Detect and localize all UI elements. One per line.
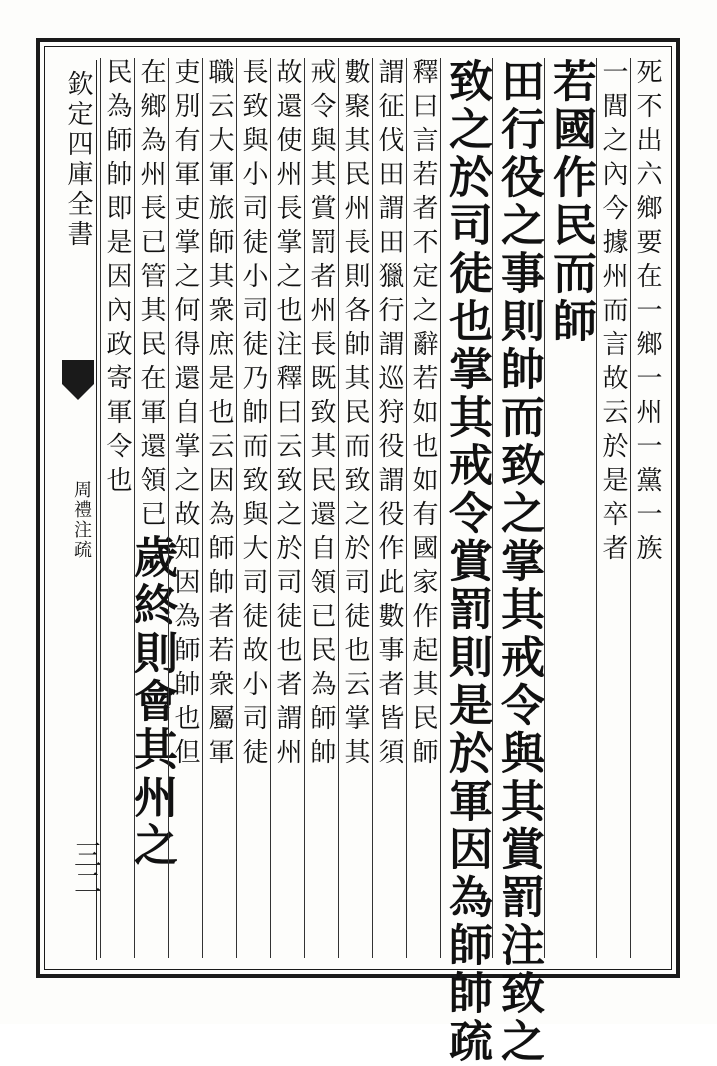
text-columns	[102, 58, 664, 1066]
text-column-12: 職云大軍旅師其衆庶是也云因為師帥者若衆屬軍	[202, 58, 236, 958]
commentary-segment: 在鄉為州長已管其民在軍還領已	[136, 58, 166, 534]
text-column-2: 一閭之內今據州而言故云於是卒者	[596, 58, 630, 958]
main-text-segment: 歲終則會其州之	[126, 534, 177, 870]
text-column-15: 民為師帥即是因內政寄軍令也	[100, 58, 134, 958]
text-column-4: 田行役之事則帥而致之掌其戒令與其賞罰注致之	[493, 58, 544, 1066]
text-column-7: 謂征伐田謂田獵行謂巡狩役謂役作此數事者皆須	[372, 58, 406, 958]
book-title: 欽定四庫全書	[63, 70, 93, 250]
text-column-3	[544, 58, 596, 958]
book-subtitle: 周禮注疏	[71, 480, 92, 560]
main-text-segment: 若國作民而師	[545, 58, 596, 346]
text-column-13: 吏別有軍吏掌之何得還自掌之故知因為師帥也但	[168, 58, 202, 958]
text-column-6: 釋曰言若者不定之辭若如也如有國家作起其民師	[406, 58, 440, 958]
text-column-8: 數聚其民州長則各帥其民而致之於司徒也云掌其	[338, 58, 372, 958]
text-column-14	[126, 58, 177, 958]
text-column-10: 故還使州長掌之也注釋曰云致之於司徒也者謂州	[270, 58, 304, 958]
book-spine-margin	[60, 60, 103, 960]
fish-tail-mark-icon	[62, 360, 94, 400]
text-column-5: 致之於司徒也掌其戒令賞罰則是於軍因為師帥疏	[441, 58, 492, 1066]
text-column-11: 長致與小司徒小司徒乃帥而致與大司徒故小司徒	[236, 58, 270, 958]
text-column-1: 死不出六鄉要在一鄉一州一黨一族	[630, 58, 664, 958]
page-number: 三二	[70, 840, 103, 896]
text-column-9: 戒令與其賞罰者州長既致其民還自領已民為師帥	[304, 58, 338, 958]
